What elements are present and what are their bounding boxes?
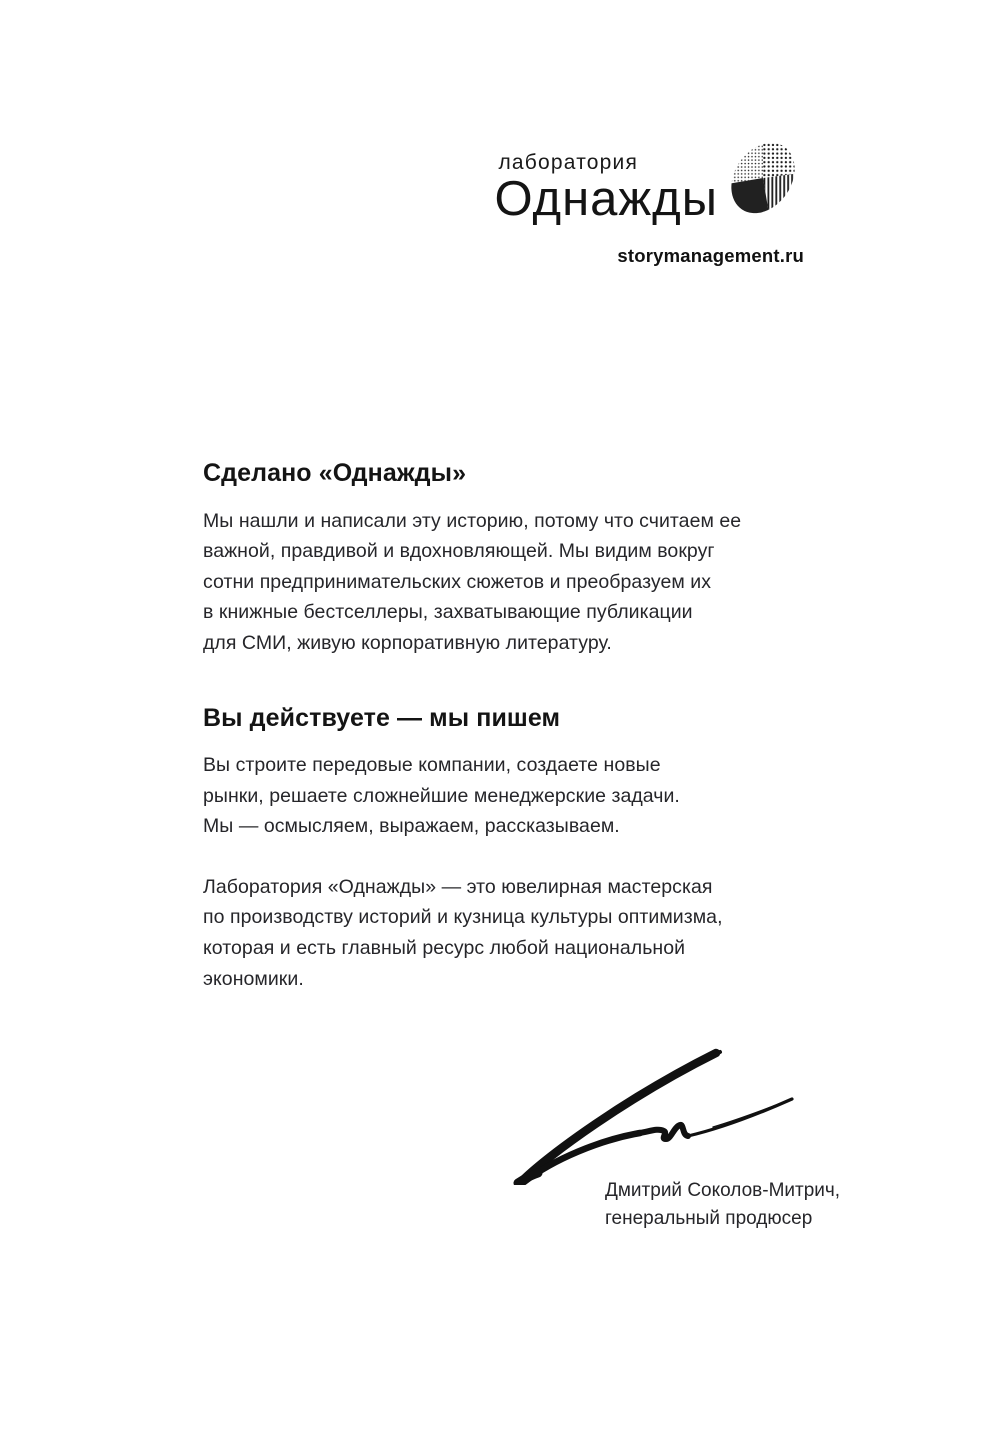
text-line: в книжные бестселлеры, захватывающие публикации xyxy=(203,601,693,624)
text-line: рынки, решаете сложнейшие менеджерские задачи. xyxy=(203,784,680,807)
paragraph-3 xyxy=(203,872,803,994)
paragraph-1 xyxy=(203,506,803,659)
text-line: Мы — осмысляем, выражаем, рассказываем. xyxy=(203,815,620,838)
text-line: которая и есть главный ресурс любой национальной xyxy=(203,937,686,960)
text-line: для СМИ, живую корпоративную литературу. xyxy=(203,631,612,654)
brand-logo xyxy=(0,135,806,267)
text-line: Лаборатория «Однажды» — это ювелирная мастерская xyxy=(203,875,713,898)
patterned-ellipse-emblem-icon xyxy=(720,135,806,221)
logo-brand-word: Однажды xyxy=(494,172,718,227)
text-line: сотни предпринимательских сюжетов и преобразуем их xyxy=(203,570,712,593)
logo-lab-word: лаборатория xyxy=(498,151,639,175)
text-line: Вы строите передовые компании, создаете новые xyxy=(203,754,661,777)
section-heading-1: Сделано «Однажды» xyxy=(203,459,467,487)
logo-wordmark xyxy=(494,152,718,227)
logo-mark-row xyxy=(494,135,806,227)
logo-url[interactable]: storymanagement.ru xyxy=(617,245,804,266)
signatory-title: генеральный продюсер xyxy=(605,1207,813,1229)
signatory-details xyxy=(605,1177,840,1232)
text-line: важной, правдивой и вдохновляющей. Мы видим вокруг xyxy=(203,540,715,563)
section-heading-2: Вы действуете — мы пишем xyxy=(203,703,561,732)
text-line: экономики. xyxy=(203,967,304,990)
text-line: Мы нашли и написали эту историю, потому что считаем ее xyxy=(203,509,742,532)
letter-body xyxy=(203,458,803,994)
text-line: по производству историй и кузница культуры оптимизма, xyxy=(203,906,723,929)
paragraph-2 xyxy=(203,750,803,842)
signatory-name: Дмитрий Соколов-Митрич, xyxy=(605,1180,841,1201)
handwritten-signature-icon xyxy=(508,1035,808,1185)
signature-block xyxy=(500,1035,900,1229)
